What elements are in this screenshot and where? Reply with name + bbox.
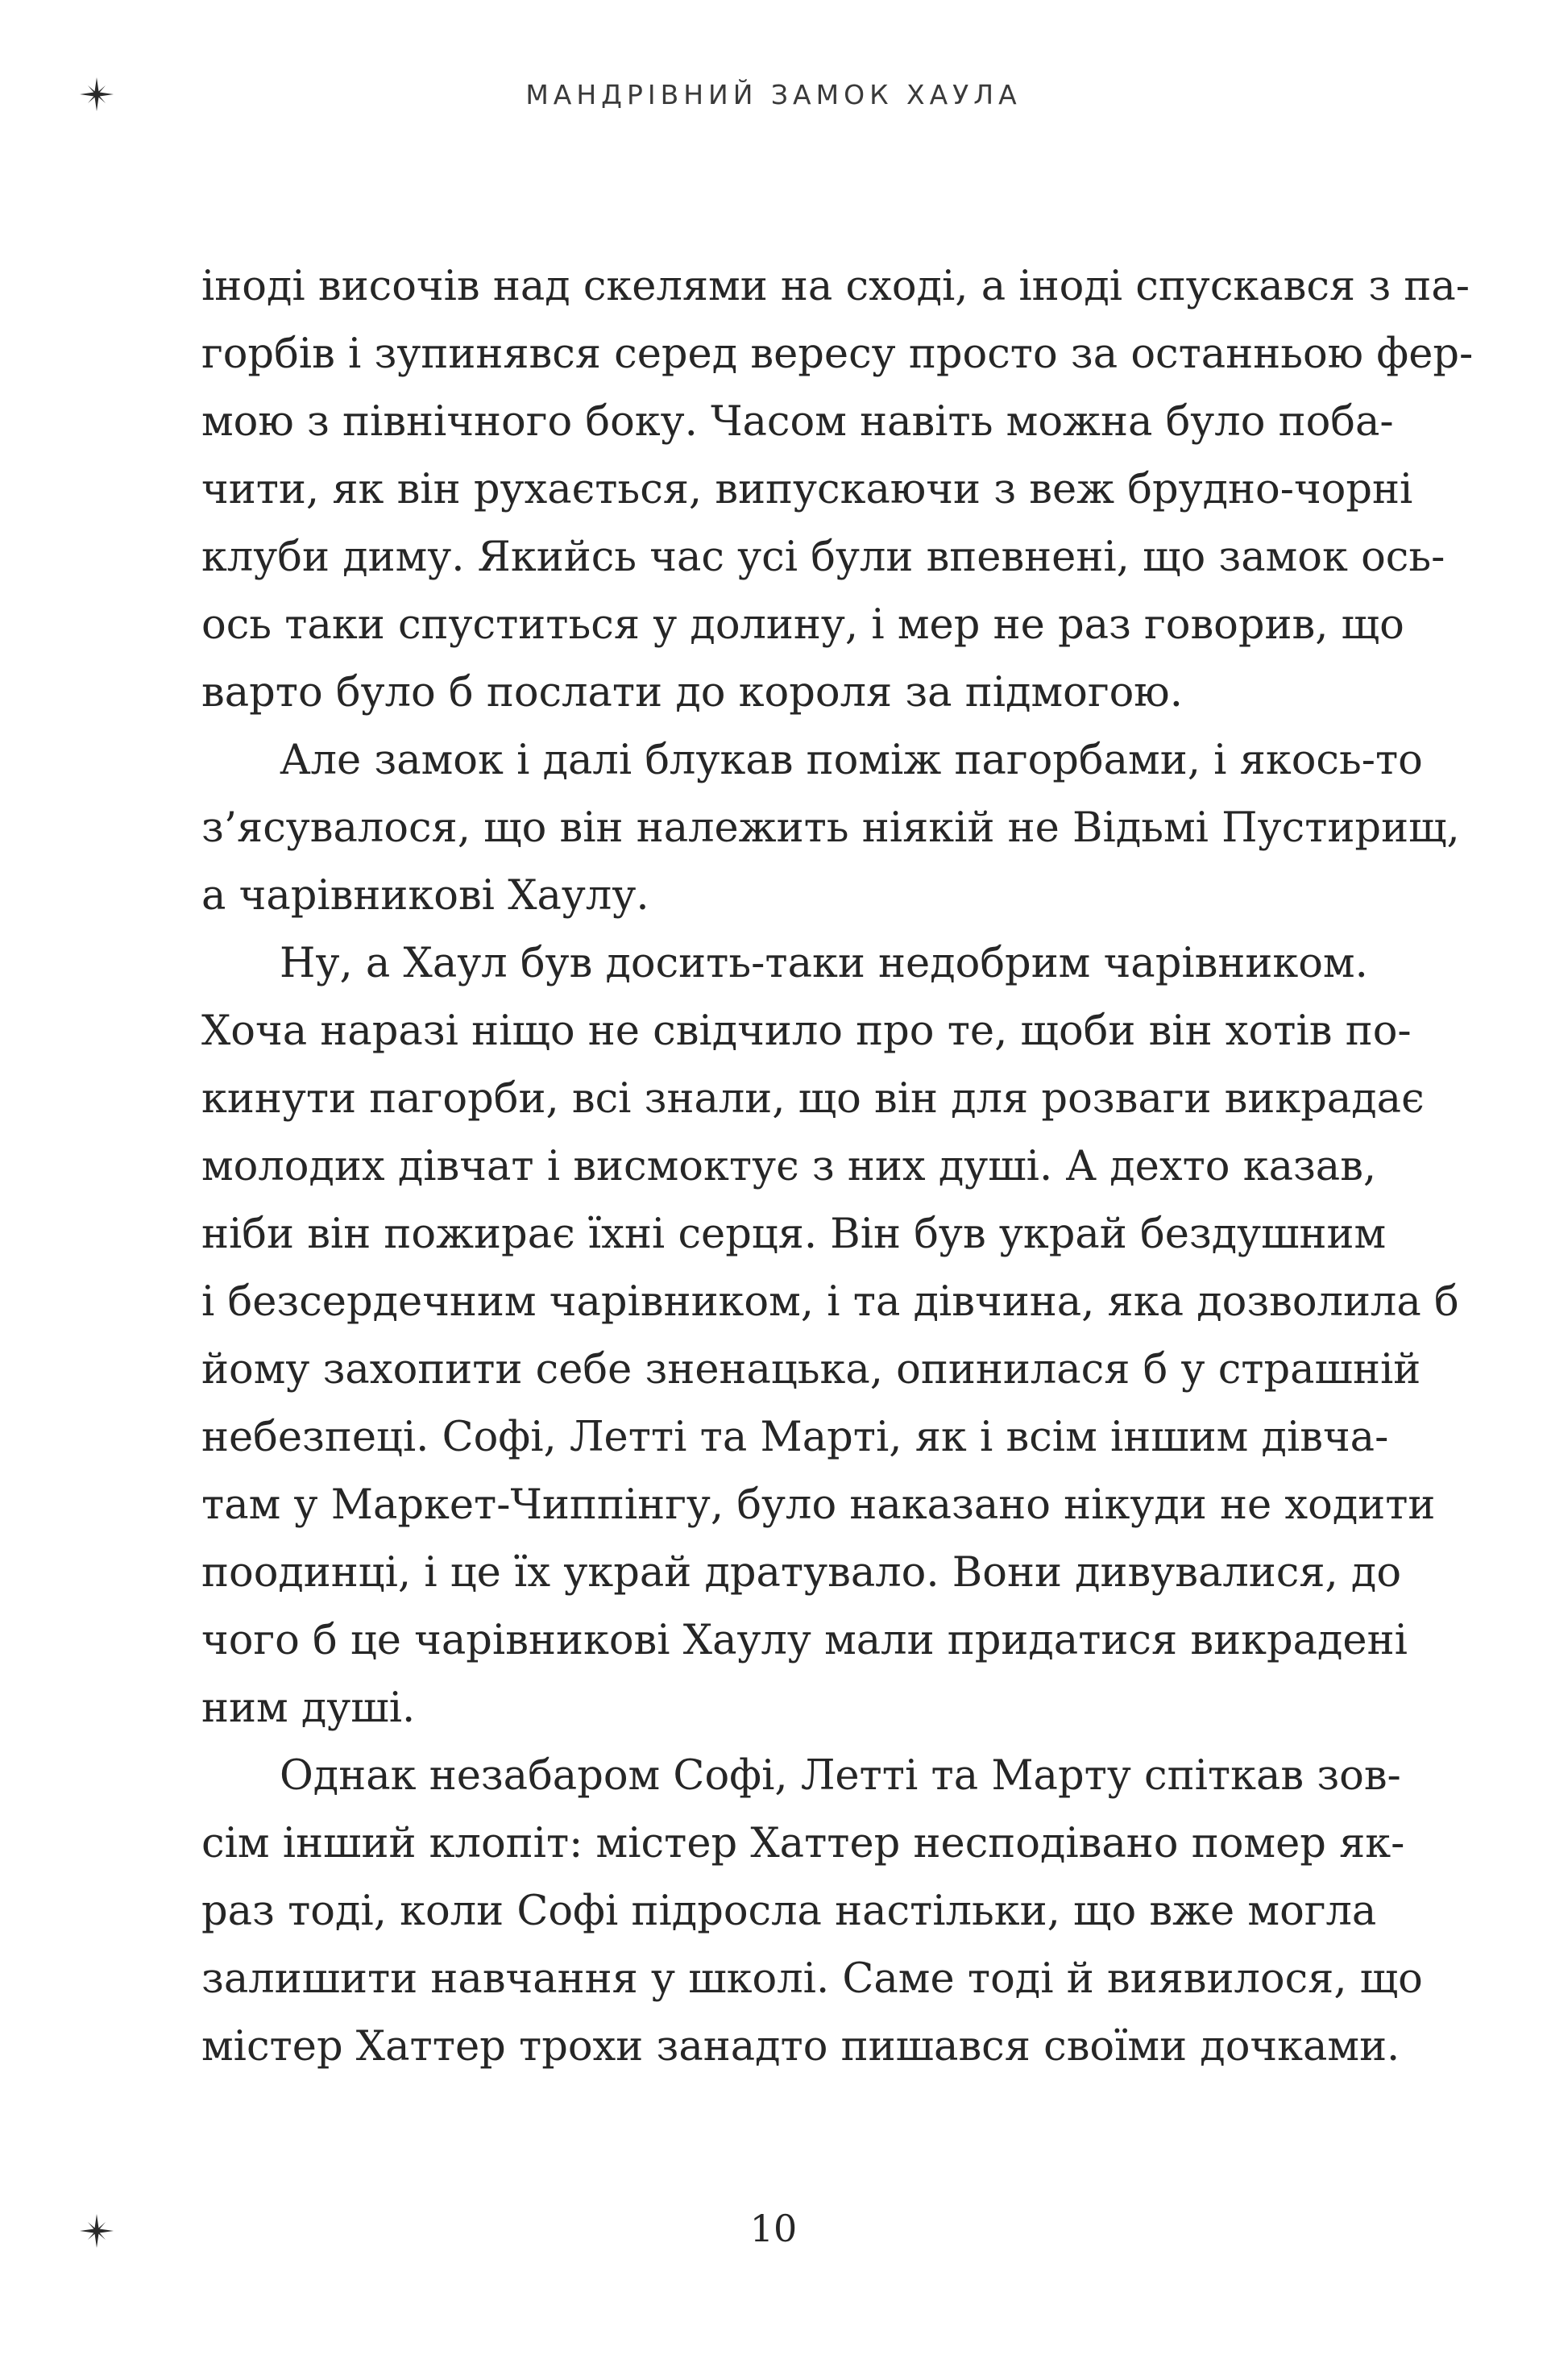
text-line: Однак незабаром Софі, Летті та Марту спіткав зов-: [280, 1752, 1401, 1800]
text-line: Хоча наразі ніщо не свідчило про те, щоби він хотів по-: [201, 1007, 1412, 1055]
text-line: з’ясувалося, що він належить ніякій не Відьмі Пустирищ,: [201, 804, 1460, 852]
text-line: чого б це чарівникові Хаулу мали придатися викрадені: [201, 1617, 1408, 1664]
page-number: 10: [749, 2207, 798, 2250]
text-line: Ну, а Хаул був досить-таки недобрим чарівником.: [280, 940, 1368, 987]
text-line: горбів і зупинявся серед вересу просто за останньою фер-: [201, 330, 1474, 378]
text-line: кинути пагорби, всі знали, що він для розваги викрадає: [201, 1075, 1425, 1123]
text-line: сім інший клопіт: містер Хаттер несподівано помер як-: [201, 1820, 1405, 1867]
text-line: ніби він пожирає їхні серця. Він був украй бездушним: [201, 1211, 1387, 1258]
text-line: ним душі.: [201, 1684, 416, 1732]
text-line: раз тоді, коли Софі підросла настільки, що вже могла: [201, 1888, 1377, 1935]
text-line: клуби диму. Якийсь час усі були впевнені, що замок ось-: [201, 534, 1445, 581]
text-line: небезпеці. Софі, Летті та Марті, як і всім іншим дівча-: [201, 1414, 1389, 1461]
text-line: там у Маркет-Чиппінгу, було наказано нікуди не ходити: [201, 1481, 1436, 1529]
running-head-title: МАНДРІВНИЙ ЗАМОК ХАУЛА: [525, 79, 1022, 110]
text-line: поодинці, і це їх украй дратувало. Вони дивувалися, до: [201, 1549, 1402, 1597]
body-text: [201, 253, 1474, 2081]
text-line: містер Хаттер трохи занадто пишався своїми дочками.: [201, 2023, 1400, 2071]
text-line: а чарівникові Хаулу.: [201, 872, 649, 920]
text-line: іноді височів над скелями на сході, а іноді спускався з па-: [201, 263, 1470, 310]
text-line: варто було б послати до короля за підмогою.: [201, 669, 1183, 716]
text-line: Але замок і далі блукав поміж пагорбами, і якось-то: [280, 737, 1423, 784]
text-line: і безсердечним чарівником, і та дівчина, яка дозволила б: [201, 1278, 1459, 1326]
text-line: молодих дівчат і висмоктує з них душі. А дехто казав,: [201, 1143, 1377, 1190]
text-line: ось таки спуститься у долину, і мер не раз говорив, що: [201, 601, 1404, 649]
text-line: залишити навчання у школі. Саме тоді й виявилося, що: [201, 1955, 1423, 2003]
text-line: чити, як він рухається, випускаючи з веж брудно-чорні: [201, 466, 1413, 513]
text-line: йому захопити себе зненацька, опинилася б у страшній: [201, 1346, 1421, 1394]
text-line: мою з північного боку. Часом навіть можна було поба-: [201, 398, 1394, 446]
